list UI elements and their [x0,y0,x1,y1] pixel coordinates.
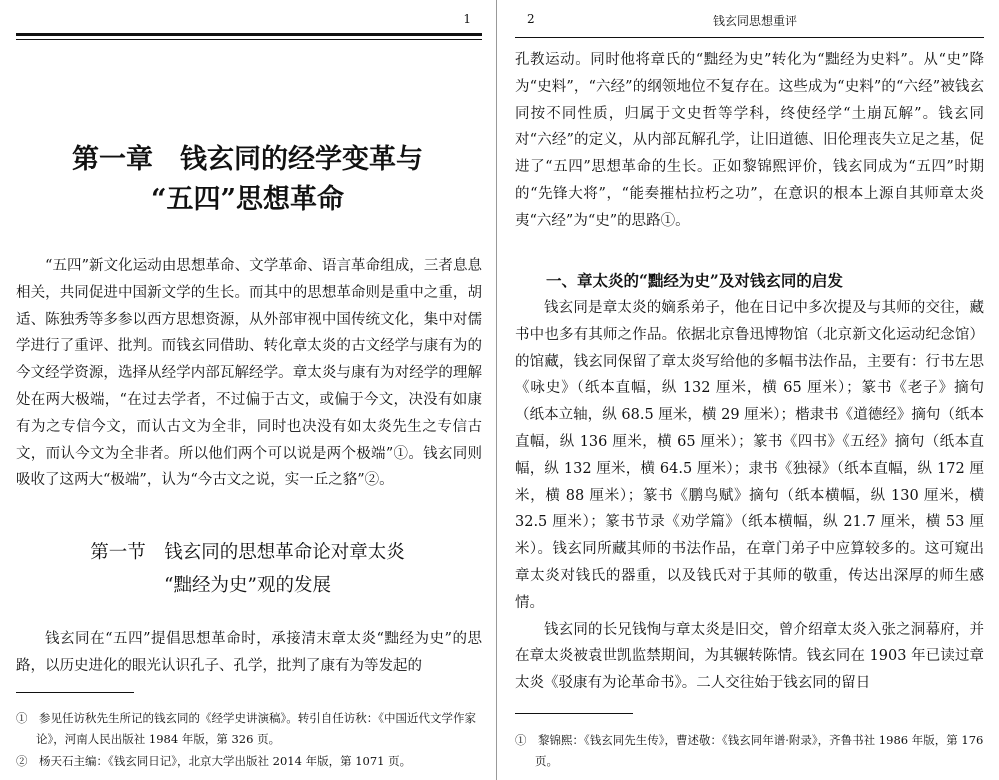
right-page [501,0,999,780]
footnote: ② 杨天石主编：《钱玄同日记》，北京大学出版社 2014 年版，第 1071 页。 [16,754,412,768]
subsection-title: 一、章太炎的“黜经为史”及对钱玄同的启发 [546,271,843,290]
paragraph: “五四”新文化运动由思想革命、文学革命、语言革命组成，三者息息相关，共同促进中国新文学的生长。而其中的思想革命则是重中之重，胡适、陈独秀等多参以西方思想资源，从外部审视中国传统文化，集中对儒学进行了重评、批判。而钱玄同借助、转化章太炎的古文经学与康有为的今文经学资源，选择从经学内部瓦解经学。章太炎与康有为对经学的理解处在两大极端，“在过去学者，不过偏于古文，或偏于今文，决没有如康有为之专信今文，而认古文为全非，同时也决没有如太炎先生之专信古文，而认今文为全非者。所以他们两个可以说是两个极端”①。钱玄同则吸收了这两大“极端”，认为“今古文之说，实一丘之貉”②。 [16,258,482,489]
body-text-2 [515,267,984,697]
chapter-title [0,140,495,220]
footnote-rule [515,713,633,714]
left-page [0,0,495,780]
footnote: ① 黎锦熙：《钱玄同先生传》，曹述敬：《钱玄同年谱·附录》，齐鲁书社 1986 年版，第 176 页。 [515,733,984,768]
body-text-2 [16,626,482,680]
header-rule [515,37,984,38]
chapter-title-line1: 第一章 钱玄同的经学变革与 [72,144,423,175]
section-title-line2: “黜经为史”观的发展 [164,575,331,596]
paragraph: 钱玄同是章太炎的嫡系弟子，他在日记中多次提及与其师的交往，藏书中也多有其师之作品。依据北京鲁迅博物馆（北京新文化运动纪念馆）的馆藏，钱玄同保留了章太炎写给他的多幅书法作品，主要有：行书左思《咏史》（纸本直幅，纵 132 厘米，横 65 厘米）；篆书《老子》摘句（纸本立轴，纵 68.5 厘米，横 29 厘米）；楷隶书《道德经》摘句（纸本直幅，纵 136 厘米，横 65 厘米）；篆书《四书》《五经》摘句（纸本直幅，纵 132 厘米，横 64.5 厘米）；隶书《独禄》（纸本直幅，纵 172 厘米，横 88 厘米）；篆书《鹏鸟赋》摘句（纸本横幅，纵 130 厘米，横 32.5 厘米）；篆书节录《劝学篇》（纸本横幅，纵 21.7 厘米，横 53 厘米）。钱玄同所藏其师的书法作品，在章门弟子中应算较多的。这可窥出章太炎对钱氏的器重，以及钱氏对于其师的敬重，传达出深厚的师生感情。 [515,300,984,611]
body-text [16,253,482,494]
page-number: 2 [527,12,535,26]
paragraph: 钱玄同的长兄钱恂与章太炎是旧交，曾介绍章太炎入张之洞幕府，并在章太炎被袁世凯监禁期间，为其辗转陈情。钱玄同在 1903 年已读过章太炎《驳康有为论革命书》。二人交往始于钱玄同的留日 [515,621,984,692]
section-title [0,536,495,602]
paragraph: 孔教运动。同时他将章氏的“黜经为史”转化为“黜经为史料”。从“史”降为“史料”，“六经”的纲领地位不复存在。这些成为“史料”的“六经”被钱玄同按不同性质，归属于文史哲等学科，终使经学“土崩瓦解”。钱玄同对“六经”的定义，从内部瓦解孔学，让旧道德、旧伦理丧失立足之基，促进了“五四”思想革命的生长。正如黎锦熙评价，钱玄同成为“五四”时期的“先锋大将”，“能奏摧枯拉朽之功”，在意识的根本上源自其师章太炎夷“六经”为“史”的思路①。 [515,52,984,229]
body-text [515,47,984,235]
page-number: 1 [463,12,471,26]
footnote-rule [16,692,134,693]
section-title-line1: 第一节 钱玄同的思想革命论对章太炎 [90,542,405,563]
paragraph: 钱玄同在“五四”提倡思想革命时，承接清末章太炎“黜经为史”的思路，以历史进化的眼光认识孔子、孔学，批判了康有为等发起的 [16,631,482,674]
header-rule-thin [16,39,482,40]
header-rule-thick [16,33,482,36]
running-head-title: 钱玄同思想重评 [712,14,797,28]
footnote: ① 参见任访秋先生所记的钱玄同的《经学史讲演稿》。转引自任访秋：《中国近代文学作家论》，河南人民出版社 1984 年版，第 326 页。 [16,711,476,746]
chapter-title-line2: “五四”思想革命 [150,184,345,215]
